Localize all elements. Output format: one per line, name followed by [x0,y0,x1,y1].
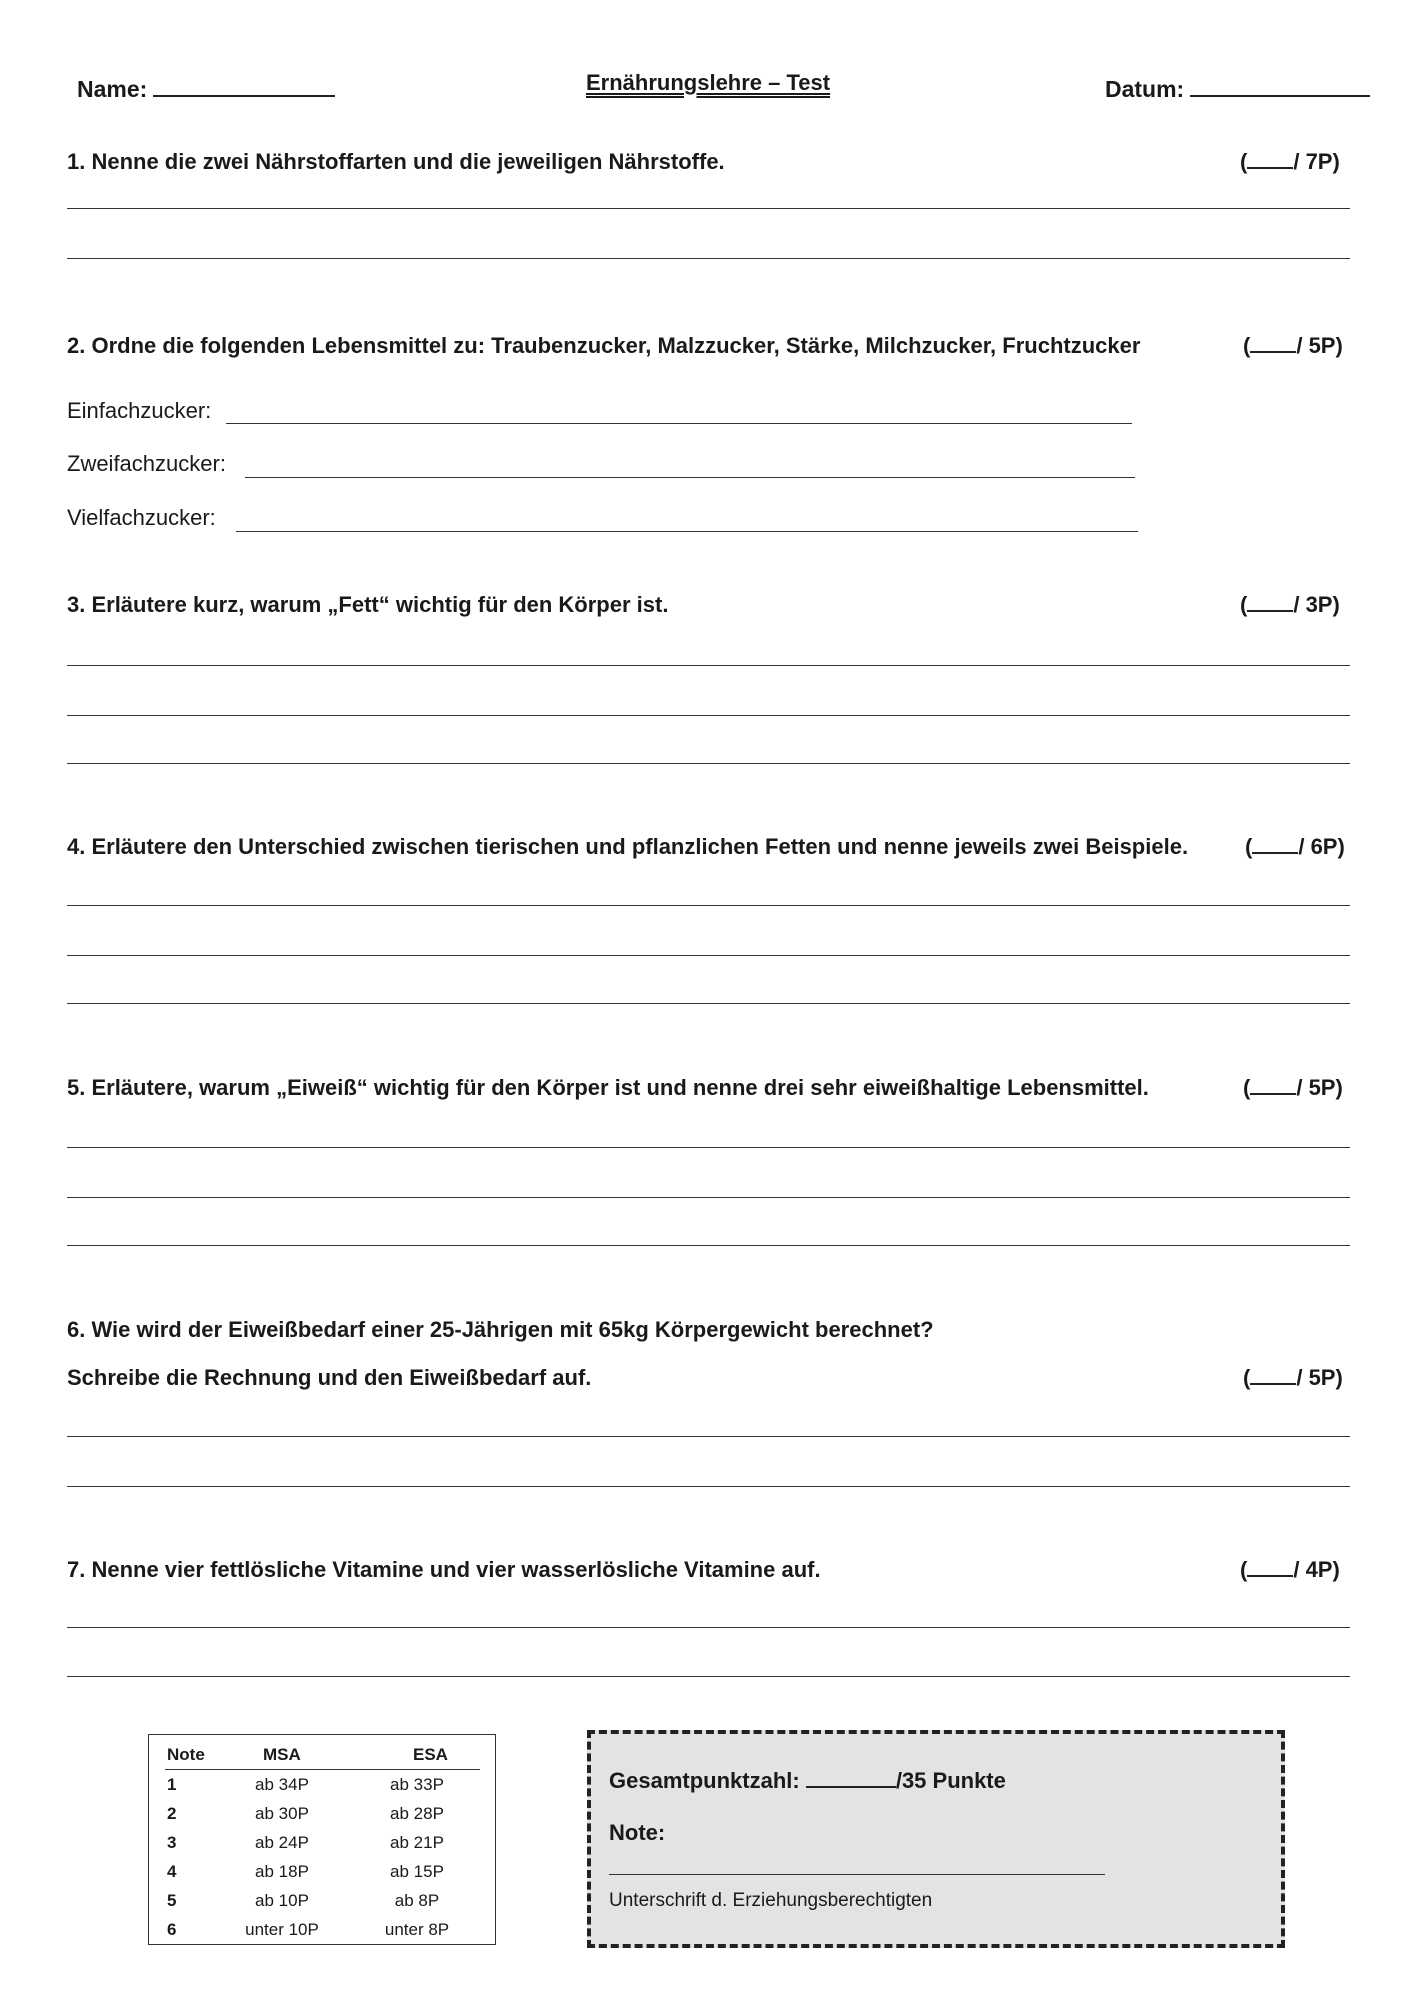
answer-line[interactable] [67,955,1350,956]
grade-esa: ab 28P [390,1804,444,1823]
total-slot[interactable] [806,1768,896,1788]
name-blank[interactable] [153,94,335,97]
score-box [587,1730,1285,1948]
answer-line[interactable] [67,258,1350,259]
page-title: Ernährungslehre – Test [586,70,831,95]
sub-label-zweifachzucker: Zweifachzucker: [67,451,226,476]
question-2: 2. Ordne die folgenden Lebensmittel zu: Traubenzucker, Malzzucker, Stärke, Milchzucker, Fruchtzucker [67,333,1141,358]
grade-msa: ab 30P [255,1804,309,1823]
grade-row [149,1804,495,1832]
answer-line[interactable] [67,1486,1350,1487]
date-blank[interactable] [1190,94,1370,97]
answer-line[interactable] [67,1676,1350,1677]
total-points [609,1768,1006,1794]
grade-number: 2 [167,1804,177,1823]
total-label: Gesamtpunktzahl: [609,1768,800,1793]
question-7: 7. Nenne vier fettlösliche Vitamine und vier wasserlösliche Vitamine auf. [67,1557,821,1582]
signature-line[interactable] [609,1874,1105,1875]
grade-header-divider [165,1769,480,1770]
grade-number: 3 [167,1833,177,1852]
answer-line[interactable] [67,1436,1350,1437]
answer-line[interactable] [67,1245,1350,1246]
grade-esa: ab 21P [390,1833,444,1852]
grade-number: 4 [167,1862,177,1881]
name-field[interactable] [77,76,335,103]
points-q2: ( / 5P) [1243,333,1343,358]
grade-row [149,1891,495,1919]
grade-msa: ab 24P [255,1833,309,1852]
total-suffix: /35 Punkte [895,1768,1006,1793]
grade-esa: unter 8P [384,1920,450,1939]
question-4: 4. Erläutere den Unterschied zwischen tierischen und pflanzlichen Fetten und nenne jeweils zwei Beispiele. [67,834,1189,859]
question-1: 1. Nenne die zwei Nährstoffarten und die jeweiligen Nährstoffe. [67,149,725,174]
points-max: 5P) [1308,1075,1343,1100]
grade-esa: ab 15P [390,1862,444,1881]
grade-row [149,1862,495,1890]
grade-table [148,1734,496,1945]
answer-line-zweifachzucker[interactable] [245,477,1135,478]
sub-label-einfachzucker: Einfachzucker: [67,398,212,423]
grade-number: 5 [167,1891,177,1910]
points-slot[interactable] [1250,1365,1296,1385]
grade-header-note: Note [167,1745,205,1764]
name-label: Name: [77,76,148,102]
points-q5: ( / 5P) [1243,1075,1343,1100]
grade-row [149,1920,495,1948]
question-3: 3. Erläutere kurz, warum „Fett“ wichtig für den Körper ist. [67,592,669,617]
points-slot[interactable] [1250,1075,1296,1095]
points-slot[interactable] [1247,592,1293,612]
points-max: 7P) [1305,149,1340,174]
points-q3: ( / 3P) [1240,592,1340,617]
points-q7: ( / 4P) [1240,1557,1340,1582]
points-q1: ( / 7P) [1240,149,1340,174]
points-max: 6P) [1310,834,1345,859]
points-slot[interactable] [1252,834,1298,854]
grade-note-label: Note: [609,1820,666,1845]
answer-line[interactable] [67,905,1350,906]
date-label: Datum: [1105,76,1185,102]
answer-line[interactable] [67,208,1350,209]
answer-line[interactable] [67,1003,1350,1004]
grade-row [149,1775,495,1803]
points-q6: ( / 5P) [1243,1365,1343,1390]
answer-line[interactable] [67,1627,1350,1628]
answer-line[interactable] [67,1197,1350,1198]
answer-line[interactable] [67,1147,1350,1148]
answer-line-einfachzucker[interactable] [226,423,1132,424]
grade-esa: ab 8P [394,1891,440,1910]
sub-label-vielfachzucker: Vielfachzucker: [67,505,216,530]
answer-line-vielfachzucker[interactable] [236,531,1138,532]
points-max: 3P) [1305,592,1340,617]
points-max: 5P) [1308,333,1343,358]
grade-header-msa: MSA [263,1745,301,1764]
grade-msa: unter 10P [245,1920,319,1939]
answer-line[interactable] [67,665,1350,666]
points-slot[interactable] [1247,1557,1293,1577]
points-max: 4P) [1305,1557,1340,1582]
grade-header-esa: ESA [413,1745,448,1764]
points-max: 5P) [1308,1365,1343,1390]
points-slot[interactable] [1250,333,1296,353]
question-6: 6. Wie wird der Eiweißbedarf einer 25-Jährigen mit 65kg Körpergewicht berechnet? [67,1317,934,1342]
question-5: 5. Erläutere, warum „Eiweiß“ wichtig für den Körper ist und nenne drei sehr eiweißhaltige Lebensmittel. [67,1075,1149,1100]
grade-row [149,1833,495,1861]
grade-esa: ab 33P [390,1775,444,1794]
signature-label: Unterschrift d. Erziehungsberechtigten [609,1890,933,1911]
points-q4: ( / 6P) [1245,834,1345,859]
answer-line[interactable] [67,715,1350,716]
grade-msa: ab 10P [255,1891,309,1910]
grade-msa: ab 34P [255,1775,309,1794]
grade-msa: ab 18P [255,1862,309,1881]
question-6-line-2: Schreibe die Rechnung und den Eiweißbedarf auf. [67,1365,592,1390]
answer-line[interactable] [67,763,1350,764]
points-slot[interactable] [1247,149,1293,169]
grade-number: 1 [167,1775,177,1794]
grade-number: 6 [167,1920,177,1939]
date-field[interactable] [1105,76,1370,103]
